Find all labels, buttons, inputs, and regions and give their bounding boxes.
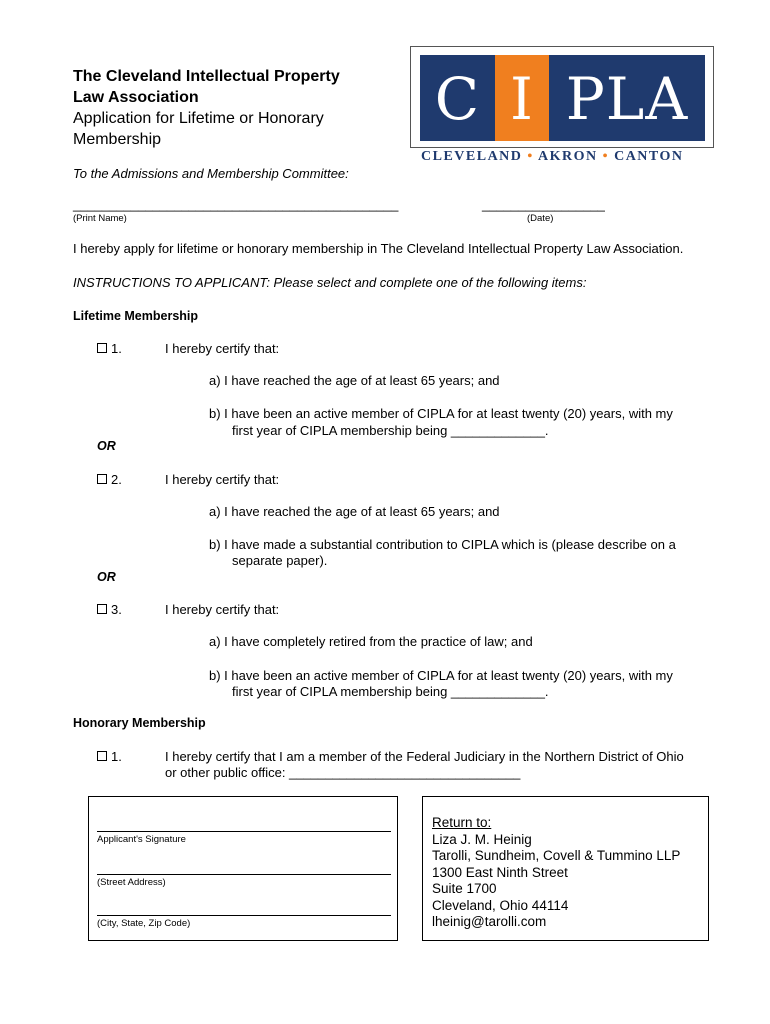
signature-box (88, 796, 398, 941)
option-number: 2. (111, 472, 122, 487)
certify-text: I hereby certify that: (165, 341, 280, 356)
honorary-certify-line2: or other public office: ________________________________ (165, 765, 521, 780)
org-name-line1: The Cleveland Intellectual Property (73, 68, 340, 85)
lifetime-option-3[interactable] (97, 602, 122, 618)
or-separator: OR (97, 570, 116, 584)
date-field[interactable]: _________________ (482, 197, 605, 212)
lifetime-option-2[interactable] (97, 472, 122, 488)
condition-a: a) I have reached the age of at least 65 years; and (209, 373, 500, 388)
logo-separator-icon: • (602, 149, 610, 164)
certify-text: I hereby certify that: (165, 472, 280, 487)
cipla-logo (410, 46, 714, 148)
return-city: Cleveland, Ohio 44114 (432, 897, 569, 913)
street-address-label: (Street Address) (97, 877, 166, 888)
city-state-zip-line[interactable] (97, 915, 391, 916)
org-name-line2: Law Association (73, 89, 199, 106)
option-number: 1. (111, 749, 122, 764)
logo-separator-icon: • (527, 149, 534, 164)
certify-text: I hereby certify that: (165, 602, 280, 617)
print-name-label: (Print Name) (73, 213, 127, 224)
or-separator: OR (97, 439, 116, 453)
apply-statement: I hereby apply for lifetime or honorary membership in The Cleveland Intellectual Property Law Association. (73, 241, 684, 256)
checkbox-icon[interactable] (97, 474, 107, 484)
return-firm: Tarolli, Sundheim, Covell & Tummino LLP (432, 848, 681, 863)
print-name-field[interactable]: _____________________________________________ (73, 197, 399, 212)
honorary-certify-line1: I hereby certify that I am a member of the Federal Judiciary in the Northern District of Ohio (165, 749, 684, 764)
logo-block-orange (495, 55, 549, 141)
condition-b: b) I have made a substantial contribution to CIPLA which is (please describe on a (209, 537, 676, 552)
form-title-line1: Application for Lifetime or Honorary (73, 110, 324, 127)
return-address-box (422, 796, 709, 941)
condition-b: b) I have been an active member of CIPLA for at least twenty (20) years, with my (209, 668, 673, 683)
logo-city-cleveland: CLEVELAND (421, 149, 523, 164)
honorary-option-1[interactable] (97, 749, 122, 765)
lifetime-heading: Lifetime Membership (73, 309, 199, 323)
date-label: (Date) (527, 213, 554, 224)
return-suite: Suite 1700 (432, 881, 497, 896)
signature-label: Applicant's Signature (97, 834, 186, 845)
signature-line[interactable] (97, 831, 391, 832)
logo-letter-i: I (510, 65, 534, 133)
logo-block-blue-left (420, 55, 495, 141)
option-number: 3. (111, 602, 122, 617)
honorary-heading: Honorary Membership (73, 716, 206, 730)
city-state-zip-label: (City, State, Zip Code) (97, 918, 191, 929)
salutation: To the Admissions and Membership Committee: (73, 166, 349, 181)
lifetime-option-1[interactable] (97, 341, 122, 357)
checkbox-icon[interactable] (97, 343, 107, 353)
option-number: 1. (111, 341, 122, 356)
logo-block-blue-right (549, 55, 705, 141)
logo-city-canton: CANTON (614, 149, 684, 164)
condition-b-cont: first year of CIPLA membership being _____________. (232, 684, 549, 699)
condition-b: b) I have been an active member of CIPLA for at least twenty (20) years, with my (209, 406, 673, 421)
return-name: Liza J. M. Heinig (432, 831, 532, 847)
return-heading: Return to: (432, 815, 492, 830)
checkbox-icon[interactable] (97, 604, 107, 614)
condition-b-cont: separate paper). (232, 553, 328, 568)
logo-letter-c: C (434, 65, 481, 133)
condition-a: a) I have reached the age of at least 65 years; and (209, 504, 500, 519)
condition-a: a) I have completely retired from the practice of law; and (209, 634, 533, 649)
return-email: lheinig@tarolli.com (432, 914, 547, 929)
checkbox-icon[interactable] (97, 751, 107, 761)
logo-letters-pla: PLA (565, 65, 689, 133)
return-street: 1300 East Ninth Street (432, 864, 568, 880)
street-address-line[interactable] (97, 874, 391, 875)
form-title (73, 108, 324, 150)
condition-b-cont: first year of CIPLA membership being _____________. (232, 423, 549, 438)
form-title-line2: Membership (73, 131, 162, 148)
org-name (73, 66, 340, 108)
instructions: INSTRUCTIONS TO APPLICANT: Please select and complete one of the following items: (73, 275, 587, 290)
logo-city-akron: AKRON (538, 149, 598, 164)
logo-cities (421, 149, 706, 165)
